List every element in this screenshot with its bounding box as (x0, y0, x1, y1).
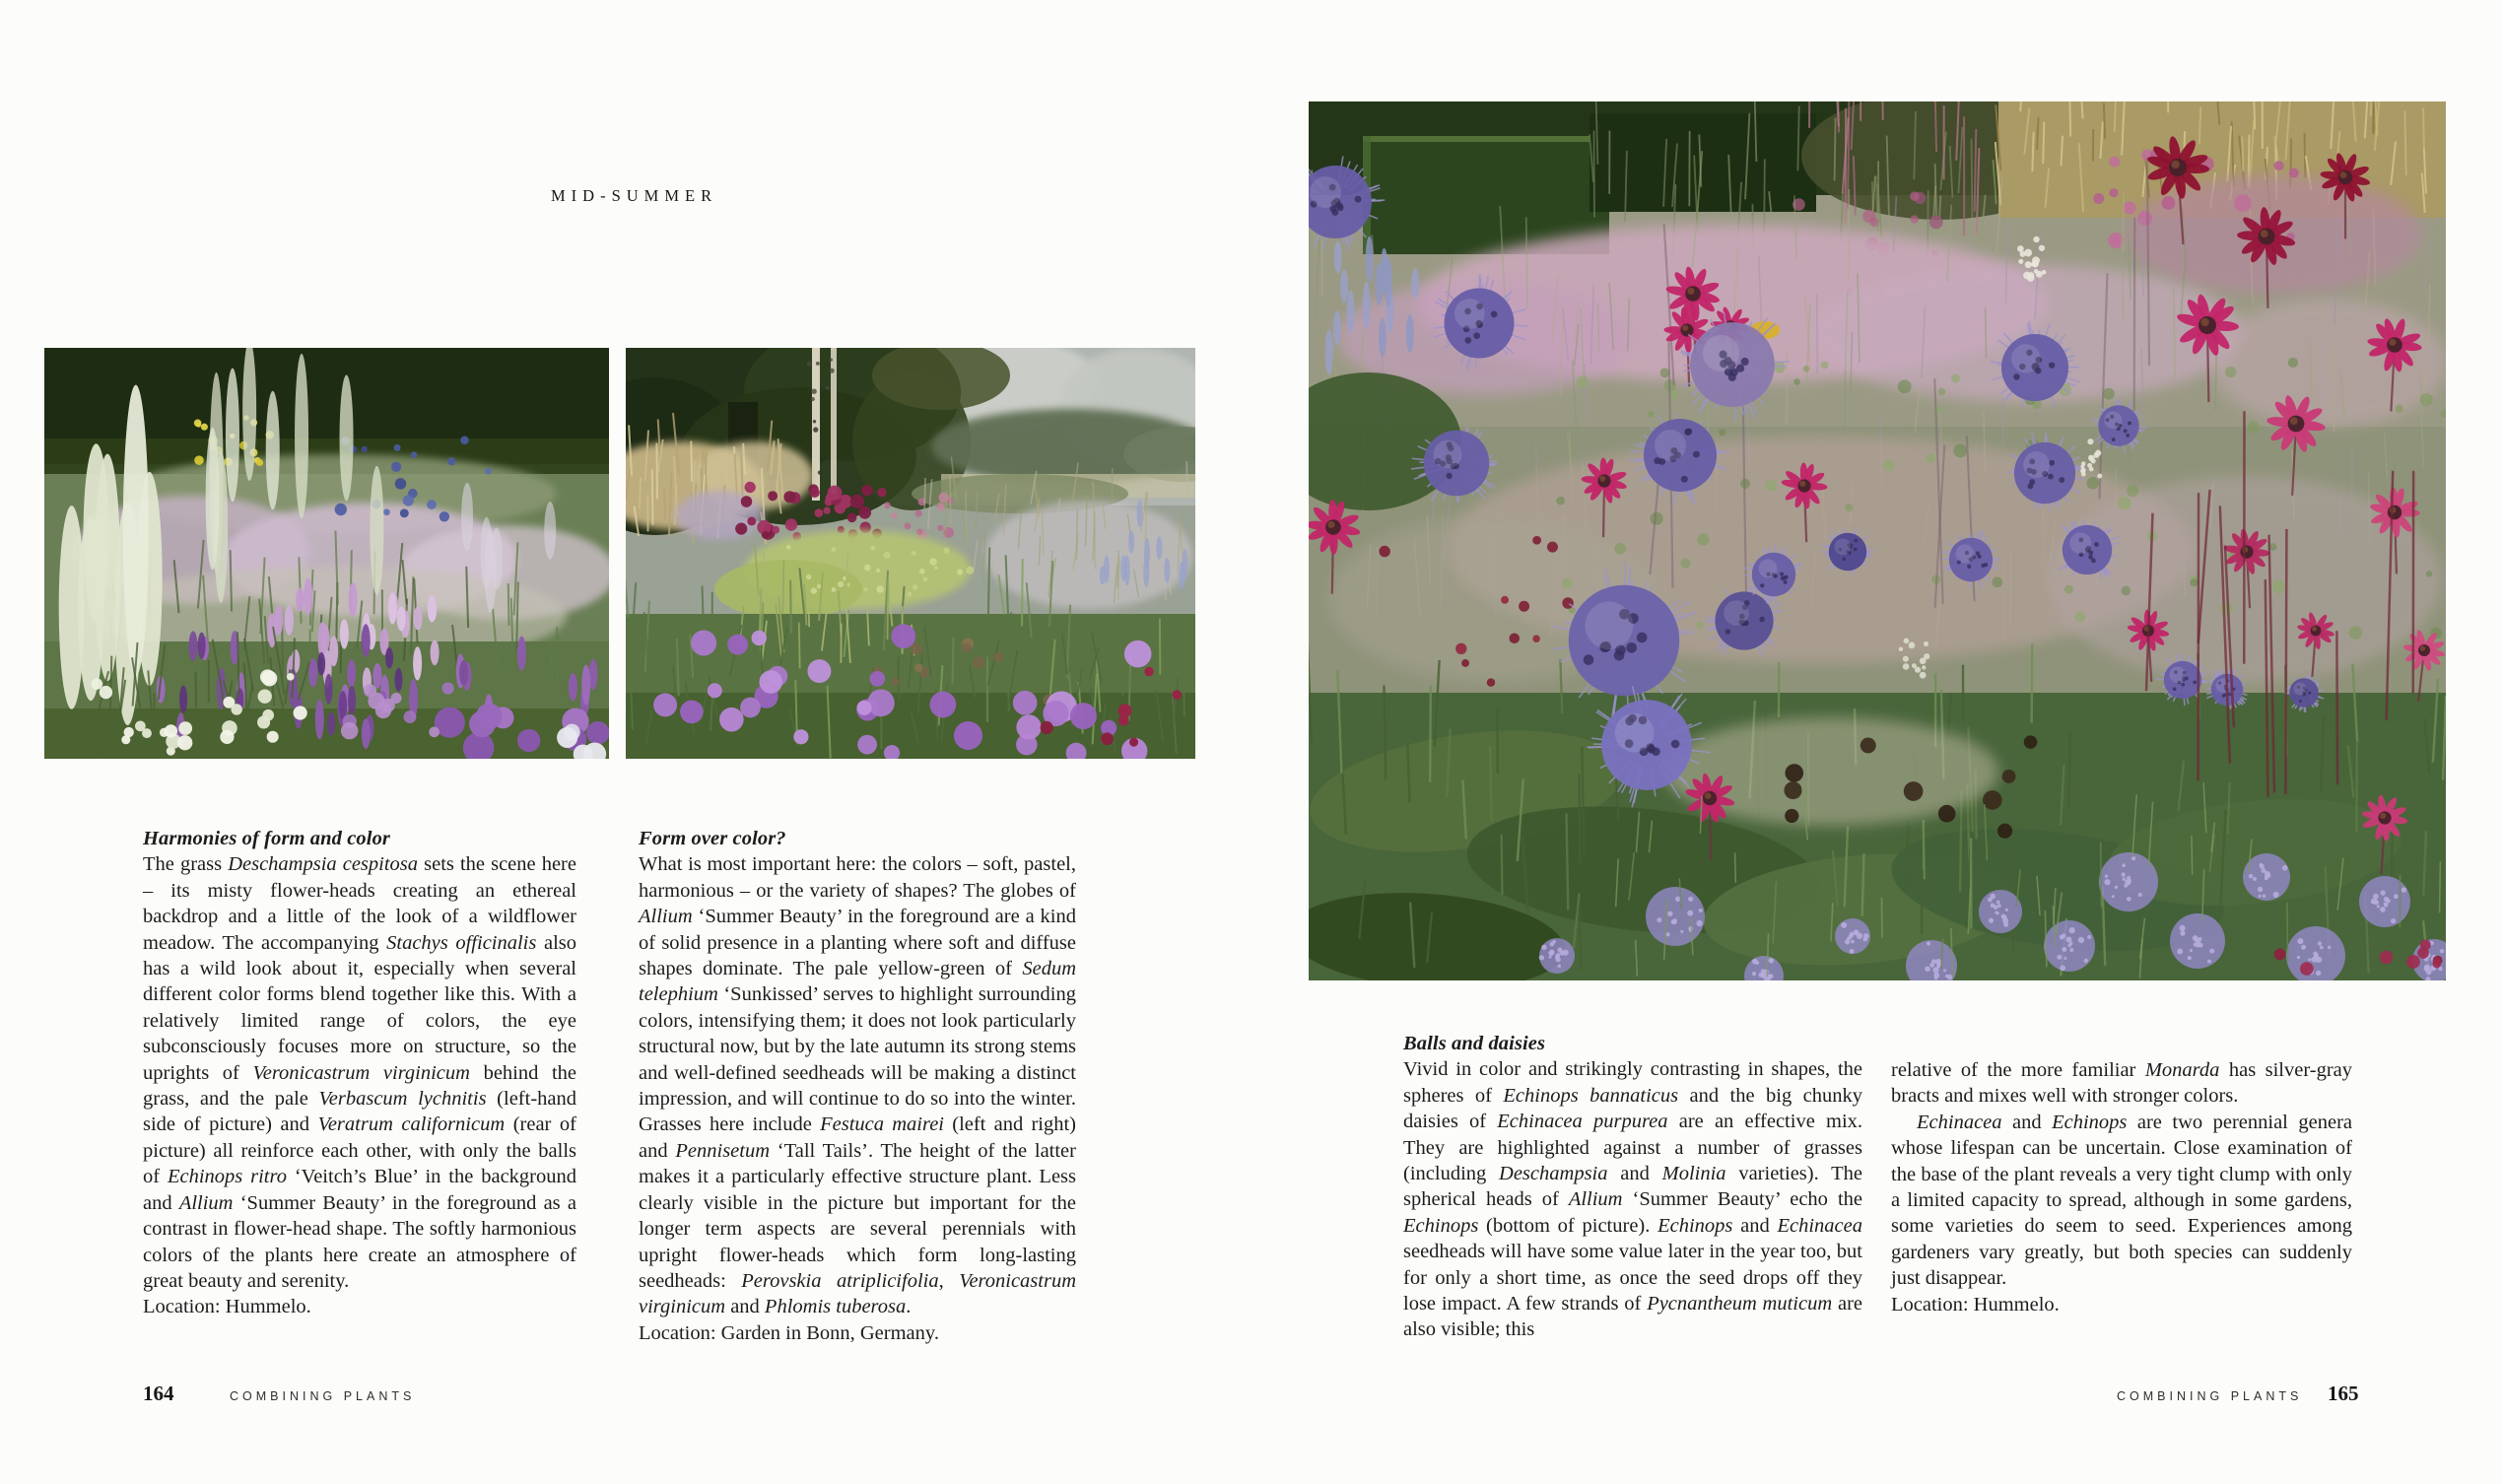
article-balls-and-daisies-col2 (1891, 1057, 2352, 1317)
text-segment: Pennisetum (675, 1139, 771, 1162)
text-segment: Echinacea purpurea (1497, 1111, 1668, 1133)
text-segment: (rear of picture) all reinforce each other, with only the balls of (143, 1113, 576, 1188)
text-segment: Echinops (1657, 1214, 1733, 1237)
text-segment: Phlomis tuberosa (764, 1296, 907, 1318)
photo-echinops-echinacea-canvas (1309, 101, 2446, 980)
text-segment: ‘Summer Beauty’ in the foreground as a contrast in flower-head shape. The softly harmonious colors of the plants here create an atmosphere of great beauty and serenity. (143, 1191, 576, 1292)
text-segment: ‘Sunkissed’ serves to highlight surrounding colors, intensifying them; it does not look particularly structural now, but by the late autumn its strong stems and well-defined seedheads will be making a distinct impression, and will continue to do so into the winter. Grasses here include (639, 983, 1076, 1136)
text-segment: ‘Summer Beauty’ echo the (1622, 1188, 1862, 1211)
paragraph (1403, 1056, 1862, 1342)
photo-white-purple-border-canvas (44, 348, 609, 759)
text-segment: (left and right) and (639, 1113, 1076, 1162)
paragraph (143, 851, 576, 1294)
text-segment: Location: Hummelo. (1891, 1293, 2060, 1315)
text-segment: The grass (143, 853, 229, 876)
text-segment: Vivid in color and strikingly contrasting in shapes, the spheres of (1403, 1058, 1862, 1107)
text-segment: sets the scene here – its misty flower-heads creating an ethereal backdrop and a little of the look of a wildflower meadow. The accompanying (143, 853, 576, 954)
text-segment: Veronicastrum virginicum (252, 1061, 470, 1084)
page-number-right: 165 (2328, 1382, 2359, 1405)
text-segment: Deschampsia (1499, 1163, 1608, 1185)
article-heading-harmonies: Harmonies of form and color (143, 828, 390, 849)
text-segment: Deschampsia cespitosa (228, 853, 419, 876)
text-segment: Allium (1568, 1188, 1623, 1211)
photo-white-purple-border (44, 348, 609, 759)
photo-echinops-echinacea (1309, 101, 2446, 980)
text-segment: Echinops (1403, 1214, 1479, 1237)
text-segment: Location: Garden in Bonn, Germany. (639, 1321, 939, 1344)
text-segment: ‘Summer Beauty’ in the foreground are a kind of solid presence in a planting where soft and diffuse shapes dominate. The pale yellow-green of (639, 906, 1076, 980)
article-body-form-over-color (639, 851, 1076, 1346)
text-segment: Echinops ritro (167, 1166, 287, 1188)
article-heading-balls-and-daisies: Balls and daisies (1403, 1033, 1546, 1054)
text-segment: Sedum telephium (639, 958, 1076, 1006)
text-segment: Echinops bannaticus (1503, 1084, 1679, 1107)
text-segment: What is most important here: the colors – soft, pastel, harmonious – or the variety of shapes? The globes of (639, 853, 1076, 902)
article-body-harmonies (143, 851, 576, 1319)
text-segment: ‘Veitch’s Blue’ in the background and (143, 1166, 576, 1214)
text-segment: Allium (639, 906, 693, 928)
text-segment: Location: Hummelo. (143, 1296, 311, 1318)
text-segment: and the big chunky daisies of (1403, 1084, 1862, 1133)
text-segment: are also visible; this (1403, 1293, 1863, 1341)
text-segment: Pycnantheum muticum (1647, 1293, 1833, 1315)
text-segment: and (725, 1296, 765, 1318)
text-segment: behind the grass, and the pale (143, 1061, 577, 1111)
paragraph (143, 1294, 576, 1319)
paragraph (639, 851, 1076, 1319)
text-segment: Perovskia atriplicifolia (741, 1269, 939, 1292)
article-body-balls-col1 (1403, 1056, 1862, 1342)
text-segment: and (2001, 1111, 2053, 1133)
article-harmonies (143, 826, 576, 1320)
text-segment: has silver-gray bracts and mixes well with stronger colors. (1891, 1059, 2353, 1108)
photo-allium-meadow-bonn (626, 348, 1195, 759)
text-segment: Molinia (1661, 1163, 1726, 1185)
text-segment: (bottom of picture). (1478, 1214, 1658, 1237)
text-segment: are an effective mix. They are highlighted against a number of grasses (including (1403, 1111, 1863, 1185)
text-segment: Echinops (2052, 1111, 2128, 1133)
text-segment: , (938, 1269, 960, 1292)
text-segment: Verbascum lychnitis (318, 1088, 487, 1111)
paragraph (1891, 1057, 2352, 1110)
running-foot-left: COMBINING PLANTS (230, 1389, 416, 1403)
text-segment: are two perennial genera whose lifespan can be uncertain. Close examination of the base of the plant reveals a very tight clump with only a limited capacity to spread, although in some gardens, some varieties do seem to seed. Experiences among gardeners vary greatly, but both species can suddenly just disappear. (1891, 1111, 2352, 1290)
text-segment: and (1732, 1214, 1778, 1237)
article-heading-form-over-color: Form over color? (639, 828, 786, 849)
text-segment: Allium (178, 1191, 234, 1214)
text-segment: Echinacea (1777, 1214, 1862, 1237)
text-segment: also has a wild look about it, especially when several different color forms blend together like this. With a relatively limited range of colors, the eye subconsciously focuses more on structure, so the uprights of (143, 931, 576, 1084)
text-segment: Monarda (2144, 1059, 2220, 1081)
text-segment: varieties). The spherical heads of (1403, 1163, 1862, 1211)
text-segment: Festuca mairei (820, 1113, 944, 1136)
text-segment: Veronicastrum virginicum (639, 1269, 1077, 1318)
text-segment: Echinacea (1917, 1111, 2002, 1133)
paragraph (1891, 1292, 2352, 1317)
paragraph (639, 1320, 1076, 1346)
text-segment: (left-hand side of picture) and (143, 1088, 576, 1136)
text-segment: Veratrum californicum (317, 1113, 506, 1136)
photo-allium-meadow-canvas (626, 348, 1195, 759)
text-segment: Stachys officinalis (386, 931, 537, 954)
text-segment: seedheads will have some value later in the year too, but for only a short time, as once the seed drops off they lose impact. A few strands of (1403, 1241, 1862, 1315)
text-segment: . (906, 1296, 912, 1318)
running-head: MID-SUMMER (551, 186, 718, 205)
text-segment: relative of the more familiar (1891, 1059, 2145, 1081)
text-segment: and (1607, 1163, 1662, 1185)
paragraph (1891, 1110, 2352, 1292)
article-balls-and-daisies-col1 (1403, 1031, 1862, 1343)
page-number-left: 164 (143, 1382, 174, 1405)
article-body-balls-col2 (1891, 1057, 2352, 1317)
article-form-over-color (639, 826, 1076, 1346)
running-foot-right: COMBINING PLANTS (2117, 1389, 2303, 1403)
text-segment: ‘Tall Tails’. The height of the latter makes it a particularly effective structure plant. Less clearly visible in the picture but important for the longer term aspects are several perennials with upright flower-heads which form long-lasting seedheads: (639, 1139, 1076, 1292)
